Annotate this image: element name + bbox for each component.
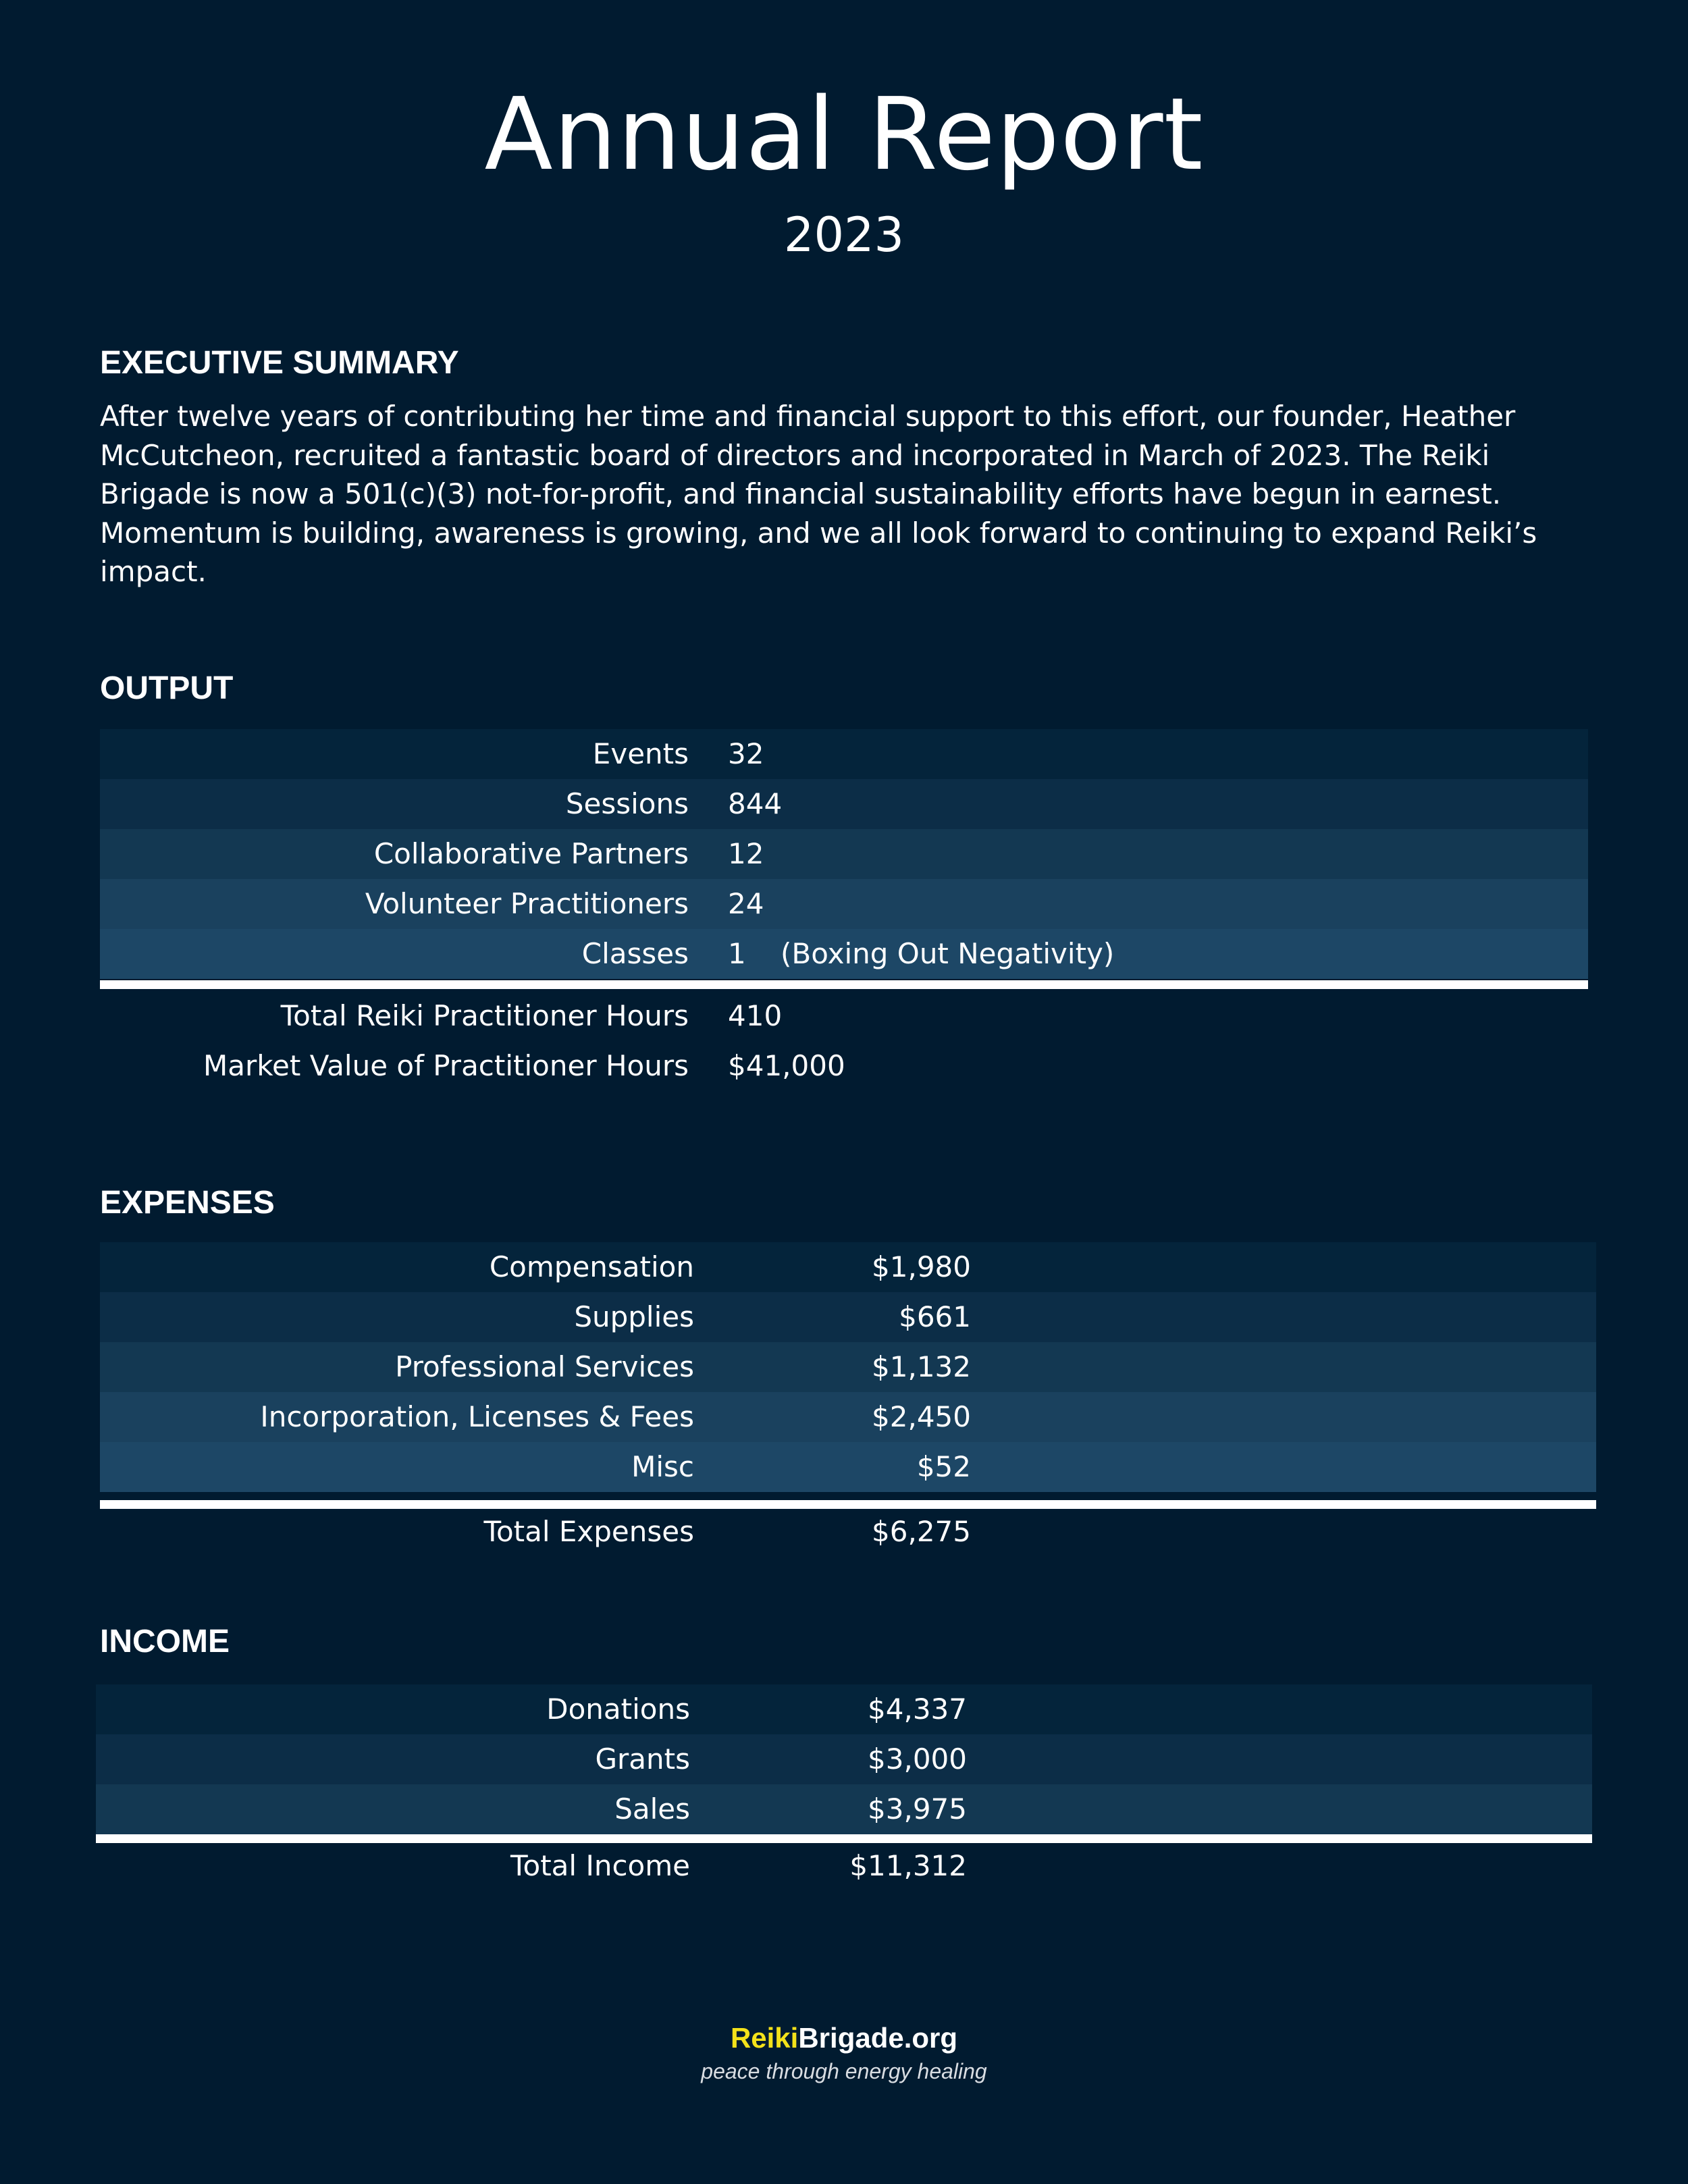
expenses-table	[100, 1242, 1596, 1492]
income-label: Sales	[614, 1792, 690, 1826]
expense-label: Incorporation, Licenses & Fees	[260, 1400, 694, 1433]
total-label: Total Reiki Practitioner Hours	[280, 999, 689, 1032]
executive-summary-body: After twelve years of contributing her time and financial support to this effort, our founder, Heather McCutcheon, recruited a fantastic board of directors and incorporated in March of 2023. The Reiki Brigade is now a 501(c)(3) not-for-profit, and financial sustainability efforts have begun in earnest. Momentum is building, awareness is growing, and we all look forward to continuing to expand Reiki’s impact.	[100, 400, 1537, 588]
output-value: 844	[728, 787, 783, 820]
expense-value: $661	[899, 1300, 971, 1333]
output-label: Sessions	[565, 787, 689, 820]
table-row	[100, 1242, 1596, 1292]
expense-value: $2,450	[872, 1400, 971, 1433]
executive-summary-heading: EXECUTIVE SUMMARY	[100, 345, 459, 381]
income-label: Donations	[546, 1693, 690, 1726]
output-divider	[100, 980, 1588, 989]
total-value: $6,275	[872, 1515, 971, 1548]
table-row	[100, 729, 1588, 779]
total-row	[100, 1041, 1588, 1091]
table-row	[96, 1734, 1592, 1784]
expense-label: Professional Services	[395, 1350, 694, 1383]
table-row	[100, 1292, 1596, 1342]
footer-brand	[0, 2022, 1688, 2054]
table-row	[100, 929, 1588, 979]
expense-value: $1,980	[872, 1250, 971, 1283]
table-row	[100, 879, 1588, 929]
total-row	[100, 991, 1588, 1041]
total-value: $11,312	[849, 1849, 967, 1882]
table-row	[100, 1392, 1596, 1442]
output-label: Collaborative Partners	[373, 837, 689, 870]
output-value: 24	[728, 887, 764, 920]
total-label: Market Value of Practitioner Hours	[203, 1049, 689, 1082]
income-value: $3,000	[868, 1742, 967, 1776]
table-row	[100, 779, 1588, 829]
output-totals	[100, 991, 1588, 1091]
table-row	[100, 829, 1588, 879]
table-row	[100, 1342, 1596, 1392]
income-total	[96, 1841, 1592, 1891]
output-heading: OUTPUT	[100, 670, 234, 706]
output-label: Classes	[581, 937, 689, 970]
total-row	[100, 1507, 1596, 1557]
expense-value: $1,132	[872, 1350, 971, 1383]
output-label: Volunteer Practitioners	[365, 887, 689, 920]
brand-accent-text: Reiki	[730, 2022, 799, 2054]
expenses-total	[100, 1507, 1596, 1557]
output-value: 12	[728, 837, 764, 870]
report-title: Annual Report	[484, 76, 1204, 192]
total-label: Total Income	[510, 1849, 690, 1882]
expenses-heading: EXPENSES	[100, 1185, 275, 1221]
output-value: 1	[728, 937, 746, 970]
total-label: Total Expenses	[483, 1515, 694, 1548]
total-row	[96, 1841, 1592, 1891]
income-heading: INCOME	[100, 1624, 230, 1659]
income-value: $3,975	[868, 1792, 967, 1826]
output-table	[100, 729, 1588, 979]
total-value: 410	[728, 999, 783, 1032]
income-value: $4,337	[868, 1693, 967, 1726]
income-table	[96, 1684, 1592, 1834]
table-row	[100, 1442, 1596, 1492]
table-row	[96, 1784, 1592, 1834]
output-label: Events	[592, 737, 689, 770]
brand-domain-text: Brigade.org	[798, 2022, 958, 2054]
footer-tagline: peace through energy healing	[701, 2059, 987, 2083]
output-note: (Boxing Out Negativity)	[781, 937, 1115, 970]
expense-value: $52	[916, 1450, 971, 1483]
expense-label: Compensation	[489, 1250, 694, 1283]
output-value: 32	[728, 737, 764, 770]
income-label: Grants	[595, 1742, 690, 1776]
expense-label: Misc	[631, 1450, 694, 1483]
table-row	[96, 1684, 1592, 1734]
report-year: 2023	[783, 207, 905, 263]
total-value: $41,000	[728, 1049, 845, 1082]
expense-label: Supplies	[574, 1300, 694, 1333]
